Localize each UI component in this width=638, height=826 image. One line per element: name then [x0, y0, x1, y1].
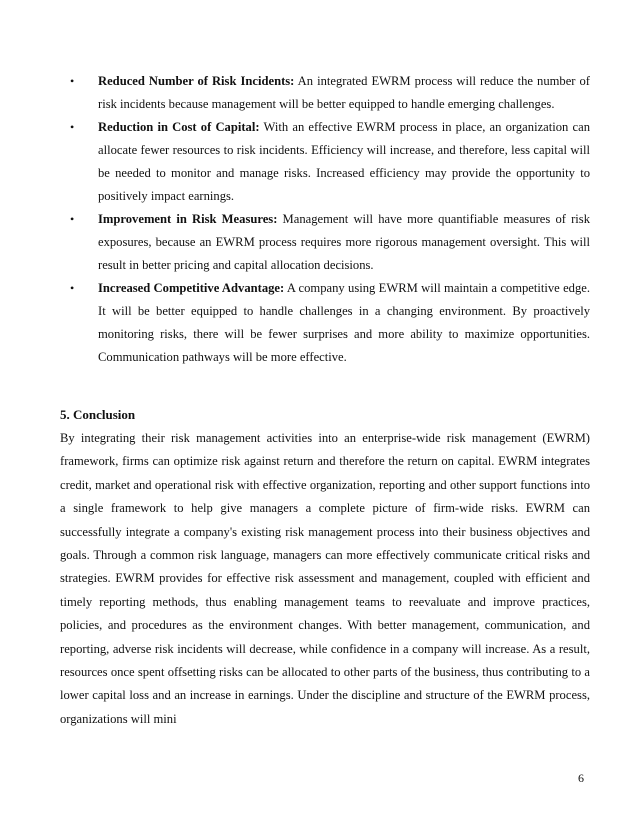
bullet-item-cost-of-capital: [60, 116, 590, 208]
bullet-item-reduced-incidents: [60, 70, 590, 116]
page-number: 6: [578, 771, 584, 785]
bullet-dot-icon: •: [70, 281, 75, 295]
bullet-text: A company using EWRM will maintain a competitive edge. It will be better equipped to handle challenges in a changing environment. By proactively monitoring risks, there will be fewer surprises and more ability to maximize opportunities. Communication pathways will be more effective.: [98, 281, 591, 364]
bullet-text: With an effective EWRM process in place, an organization can allocate fewer resources to risk incidents. Efficiency will increase, and therefore, less capital will be needed to monitor and manage risks. Increased efficiency may provide the opportunity to positively impact earnings.: [98, 120, 590, 203]
section-heading: 5. Conclusion: [60, 407, 136, 422]
bullet-dot-icon: •: [70, 74, 75, 88]
bullet-text: An integrated EWRM process will reduce the number of risk incidents because management will be better equipped to handle emerging challenges.: [98, 74, 590, 111]
benefits-bullet-list: [60, 70, 590, 369]
bullet-item-competitive-advantage: [60, 277, 590, 369]
bullet-text: Management will have more quantifiable measures of risk exposures, because an EWRM process requires more rigorous management oversight. This will result in better pricing and capital allocation decisions.: [98, 212, 590, 272]
bullet-title: Improvement in Risk Measures:: [98, 212, 278, 226]
bullet-item-risk-measures: [60, 208, 590, 277]
bullet-title: Reduction in Cost of Capital:: [98, 120, 260, 134]
bullet-dot-icon: •: [70, 120, 75, 134]
bullet-dot-icon: •: [70, 212, 75, 226]
conclusion-paragraph: By integrating their risk management activities into an enterprise-wide risk management (EWRM) framework, firms can optimize risk against return and therefore the return on capital. EWRM integrates credit, market and operational risk with effective organization, reporting and other support functions into a single framework to help give managers a complete picture of firm-wide risks. EWRM can successfully integrate a company's existing risk management process into their business objectives and goals. Through a common risk language, managers can more effectively communicate critical risks and strategies. EWRM provides for effective risk assessment and management, coupled with efficient and timely reporting methods, thus enabling management teams to reevaluate and improve practices, policies, and procedures as the environment changes. With better management, communication, and reporting, adverse risk incidents will decrease, while confidence in a company will increase. As a result, resources once spent offsetting risks can be allocated to other parts of the business, thus contributing to a lower capital loss and an increase in earnings. Under the discipline and structure of the EWRM process, organizations will mini: [60, 431, 590, 726]
bullet-title: Increased Competitive Advantage:: [98, 281, 285, 295]
bullet-title: Reduced Number of Risk Incidents:: [98, 74, 295, 88]
